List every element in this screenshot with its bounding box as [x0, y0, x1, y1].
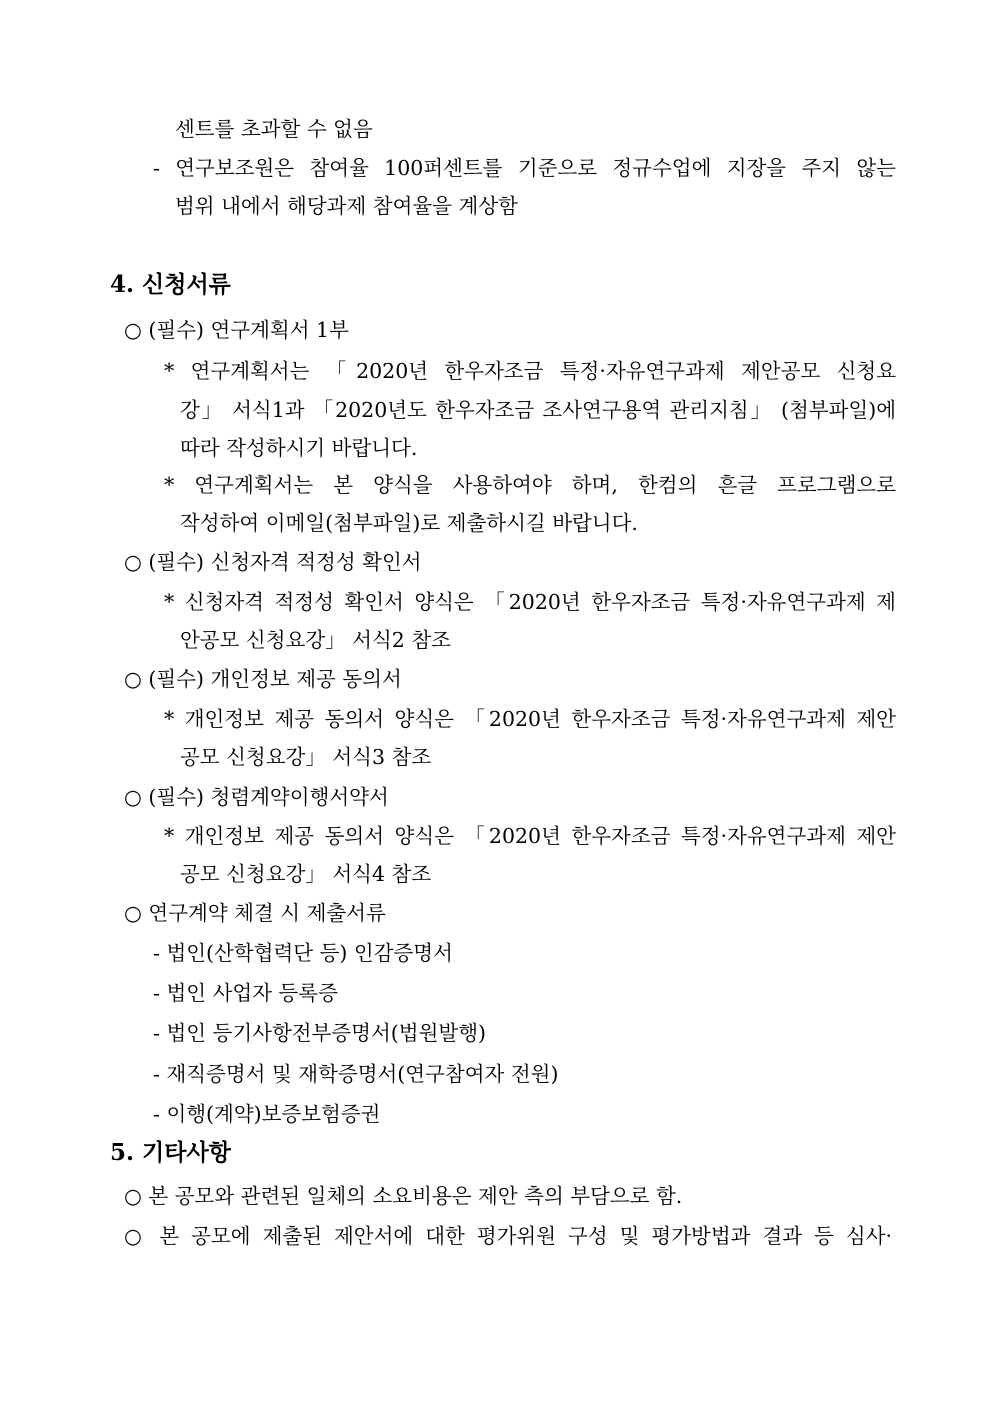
dash-item: - 이행(계약)보증보험증권 [153, 1102, 381, 1126]
dash-item: - 법인(산학협력단 등) 인감증명서 [153, 941, 453, 965]
text-line: 센트를 초과할 수 없음 [175, 117, 373, 141]
text-line: 강」 서식1과 「2020년도 한우자조금 조사연구용역 관리지침」 (첨부파일)에 [180, 398, 896, 422]
dash-item: - 재직증명서 및 재학증명서(연구참여자 전원) [153, 1062, 559, 1086]
text-line: 공모 신청요강」 서식4 참조 [180, 862, 432, 886]
note-item: * 연구계획서는 「2020년 한우자조금 특정·자유연구과제 제안공모 신청요 [164, 359, 896, 383]
text-line: 공모 신청요강」 서식3 참조 [180, 745, 432, 769]
bullet-item: ○ (필수) 청렴계약이행서약서 [124, 785, 389, 809]
note-item: * 신청자격 적정성 확인서 양식은 「2020년 한우자조금 특정·자유연구과제 제 [164, 590, 896, 614]
note-item: * 개인정보 제공 동의서 양식은 「2020년 한우자조금 특정·자유연구과제 제안 [164, 824, 896, 848]
text-line: 범위 내에서 해당과제 참여율을 계상함 [175, 194, 518, 218]
bullet-item: ○ (필수) 신청자격 적정성 확인서 [124, 550, 422, 574]
bullet-item: ○ (필수) 개인정보 제공 동의서 [124, 667, 402, 691]
section-heading: 5. 기타사항 [110, 1139, 231, 1166]
text-line: 따라 작성하시기 바랍니다. [180, 436, 418, 460]
note-item: * 개인정보 제공 동의서 양식은 「2020년 한우자조금 특정·자유연구과제 제안 [164, 707, 896, 731]
section-heading: 4. 신청서류 [110, 271, 231, 298]
dash-item: - 연구보조원은 참여율 100퍼센트를 기준으로 정규수업에 지장을 주지 않는 [153, 156, 896, 180]
bullet-item: ○ 연구계약 체결 시 제출서류 [124, 901, 386, 925]
text-line: 안공모 신청요강」 서식2 참조 [180, 628, 451, 652]
dash-item: - 법인 등기사항전부증명서(법원발행) [153, 1021, 486, 1045]
note-item: * 연구계획서는 본 양식을 사용하여야 하며, 한컴의 흔글 프로그램으로 [164, 473, 896, 497]
bullet-item: ○ (필수) 연구계획서 1부 [124, 318, 349, 342]
dash-item: - 법인 사업자 등록증 [153, 981, 338, 1005]
bullet-item: ○ 본 공모와 관련된 일체의 소요비용은 제안 측의 부담으로 함. [124, 1184, 683, 1208]
text-line: 작성하여 이메일(첨부파일)로 제출하시길 바랍니다. [180, 511, 638, 535]
bullet-item: ○ 본 공모에 제출된 제안서에 대한 평가위원 구성 및 평가방법과 결과 등 심사· [124, 1224, 892, 1248]
